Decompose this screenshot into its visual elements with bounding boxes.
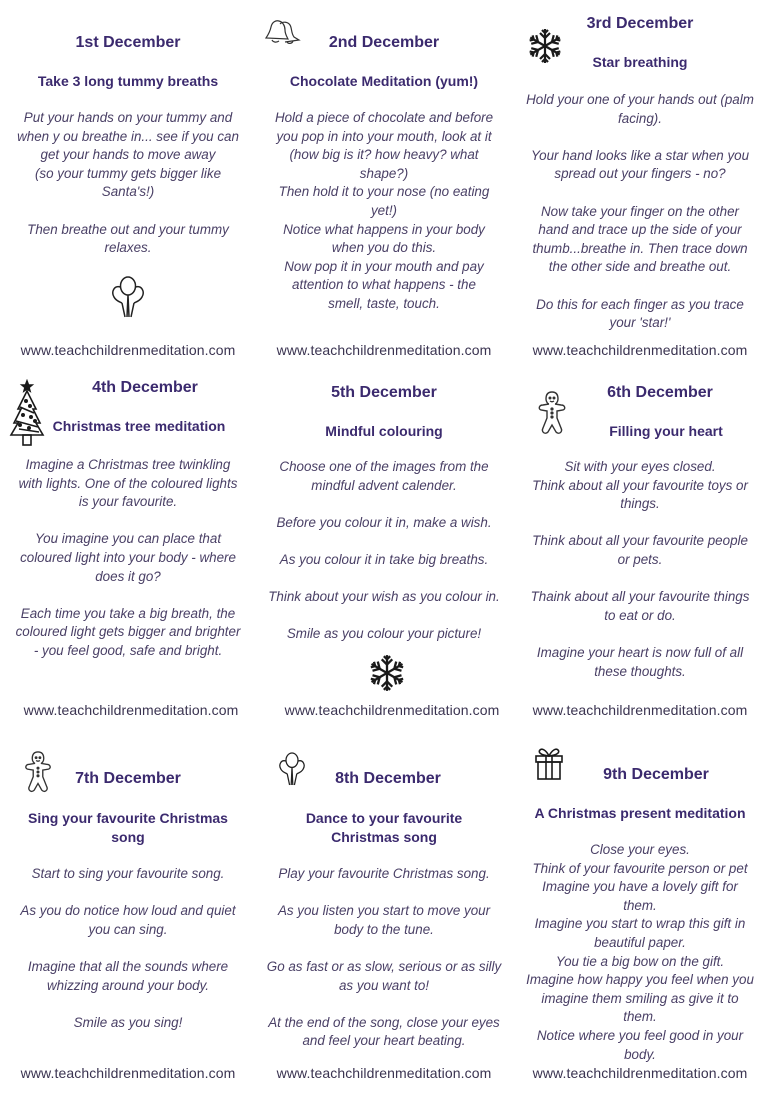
- body-line: you can sing.: [88, 921, 168, 937]
- body-line: Smile as you sing!: [73, 1014, 183, 1030]
- line-gap: [258, 939, 510, 958]
- card-1st-december: [0, 0, 256, 365]
- card-date: 1st December: [75, 34, 181, 51]
- line-gap: [6, 202, 250, 221]
- card-title: Chocolate Meditation (yum!): [289, 73, 479, 89]
- body-line: Then breathe out and your tummy: [27, 221, 229, 237]
- card-date: 3rd December: [586, 15, 694, 32]
- website-link[interactable]: www.teachchildrenmeditation.com: [532, 1065, 748, 1081]
- body-line: when you do this.: [331, 240, 437, 256]
- body-line: Imagine that all the sounds where: [27, 958, 229, 974]
- body-line: Go as fast or as slow, serious or as silly: [266, 958, 502, 974]
- body-line: You imagine you can place that: [34, 531, 222, 547]
- body-line: Smile as you colour your picture!: [286, 626, 482, 642]
- line-gap: [2, 939, 254, 958]
- body-line: At the end of the song, close your eyes: [268, 1014, 500, 1030]
- card-title: [12, 809, 244, 847]
- body-line: and feel your heart beating.: [302, 1033, 466, 1049]
- body-line: things.: [620, 496, 660, 512]
- body-line: As you do notice how loud and quiet: [20, 903, 236, 919]
- body-line: Play your favourite Christmas song.: [278, 866, 490, 881]
- line-gap: [514, 514, 766, 533]
- body-line: with lights. One of the coloured lights: [18, 475, 238, 491]
- body-line: Imagine you have a lovely gift for: [542, 879, 738, 895]
- website-link[interactable]: www.teachchildrenmeditation.com: [532, 702, 748, 718]
- body-line: does it go?: [95, 568, 161, 584]
- title-line: Sing your favourite Christmas: [28, 810, 228, 826]
- line-gap: [514, 570, 766, 589]
- card-body: [2, 865, 254, 1032]
- card-7th-december: [0, 730, 256, 1097]
- body-line: spread out your fingers - no?: [554, 166, 726, 182]
- body-line: Sit with your eyes closed.: [564, 459, 716, 474]
- body-line: relaxes.: [104, 240, 152, 256]
- body-line: Now take your finger on the other: [541, 203, 739, 219]
- card-body: [258, 458, 510, 644]
- body-line: beautiful paper.: [594, 934, 686, 950]
- body-line: Your hand looks like a star when you: [530, 147, 750, 163]
- website-link[interactable]: www.teachchildrenmeditation.com: [276, 1065, 492, 1081]
- body-line: Imagine your heart is now full of all: [536, 644, 744, 660]
- body-line: attention to what happens - the: [292, 277, 476, 293]
- card-body: [514, 458, 766, 681]
- line-gap: [258, 532, 510, 551]
- body-line: Then hold it to your nose (no eating: [278, 184, 490, 200]
- card-date: 2nd December: [328, 34, 440, 51]
- card-title: Christmas tree meditation: [52, 418, 226, 434]
- line-gap: [2, 995, 254, 1014]
- card-4th-december: [0, 365, 256, 730]
- body-line: them.: [623, 897, 657, 913]
- card-body: [6, 109, 250, 258]
- title-line: Christmas song: [331, 829, 437, 845]
- body-line: Hold your one of your hands out (palm: [526, 92, 754, 107]
- line-gap: [514, 277, 766, 296]
- card-body: [512, 841, 768, 1064]
- body-line: (how big is it? how heavy? what: [289, 147, 479, 163]
- body-line: Each time you take a big breath, the: [20, 605, 236, 621]
- body-line: Hold a piece of chocolate and before: [274, 110, 494, 125]
- body-line: the other side and breathe out.: [548, 259, 732, 275]
- body-line: (so your tummy gets bigger like: [34, 165, 222, 181]
- body-line: Imagine you start to wrap this gift in: [534, 916, 746, 932]
- body-line: You tie a big bow on the gift.: [555, 953, 725, 969]
- card-body: [262, 109, 506, 314]
- title-line: song: [111, 829, 145, 845]
- body-line: to eat or do.: [604, 607, 676, 623]
- card-date: 7th December: [75, 770, 181, 787]
- body-line: - you feel good, safe and bright.: [33, 642, 223, 658]
- card-date: 9th December: [603, 766, 709, 783]
- body-line: Santa's!): [101, 184, 155, 200]
- balloons-icon: [108, 275, 148, 319]
- body-line: As you listen you start to move your: [277, 903, 491, 919]
- snowflake-icon: [368, 653, 406, 693]
- card-date: 5th December: [331, 384, 437, 401]
- line-gap: [514, 128, 766, 147]
- website-link[interactable]: www.teachchildrenmeditation.com: [23, 702, 239, 718]
- body-line: smell, taste, touch.: [328, 295, 440, 311]
- body-line: is your favourite.: [78, 494, 178, 510]
- body-line: shape?): [359, 165, 409, 181]
- line-gap: [258, 607, 510, 626]
- line-gap: [258, 570, 510, 589]
- body-line: Before you colour it in, make a wish.: [276, 514, 492, 530]
- body-line: you pop in into your mouth, look at it: [276, 128, 492, 144]
- line-gap: [514, 625, 766, 644]
- line-gap: [2, 884, 254, 903]
- card-title: Star breathing: [592, 54, 688, 70]
- body-line: Think of your favourite person or pet: [532, 860, 748, 876]
- body-line: Think about your wish as you colour in.: [268, 589, 500, 605]
- body-line: as you want to!: [338, 977, 430, 993]
- card-6th-december: [512, 365, 768, 730]
- card-title: Filling your heart: [609, 423, 723, 439]
- body-line: imagine them smiling as give it to: [541, 990, 739, 1006]
- body-line: Do this for each finger as you trace: [536, 296, 744, 312]
- body-line: when y ou breathe in... see if you can: [17, 128, 239, 144]
- title-line: Dance to your favourite: [305, 810, 463, 826]
- line-gap: [2, 512, 254, 531]
- line-gap: [258, 495, 510, 514]
- card-title: Take 3 long tummy breaths: [37, 73, 219, 89]
- body-line: facing).: [618, 110, 662, 126]
- body-line: yet!): [370, 202, 398, 218]
- card-date: 6th December: [607, 384, 713, 401]
- line-gap: [258, 995, 510, 1014]
- card-8th-december: [256, 730, 512, 1097]
- body-line: or pets.: [617, 551, 663, 567]
- body-line: Choose one of the images from the: [279, 459, 489, 474]
- line-gap: [514, 184, 766, 203]
- body-line: Thaink about all your favourite things: [530, 589, 750, 605]
- body-line: your 'star!': [609, 315, 671, 331]
- body-line: coloured light into your body - where: [20, 549, 236, 565]
- card-2nd-december: [256, 0, 512, 365]
- card-date: 4th December: [92, 379, 198, 396]
- card-body: [2, 456, 254, 661]
- body-line: As you colour it in take big breaths.: [279, 551, 489, 567]
- card-9th-december: [512, 730, 768, 1097]
- website-link[interactable]: www.teachchildrenmeditation.com: [276, 342, 492, 358]
- body-line: these thoughts.: [594, 663, 686, 679]
- body-line: Imagine how happy you feel when you: [526, 972, 754, 988]
- body-line: Start to sing your favourite song.: [31, 866, 225, 881]
- body-line: get your hands to move away: [40, 147, 216, 163]
- body-line: them.: [623, 1009, 657, 1025]
- body-line: Notice where you feel good in your: [536, 1027, 744, 1043]
- line-gap: [258, 884, 510, 903]
- body-line: body to the tune.: [334, 921, 434, 937]
- card-5th-december: [256, 365, 512, 730]
- body-line: Imagine a Christmas tree twinkling: [25, 457, 231, 472]
- body-line: hand and trace up the side of your: [538, 222, 742, 238]
- line-gap: [2, 586, 254, 605]
- body-line: mindful advent calender.: [311, 477, 457, 493]
- card-date: 8th December: [335, 770, 441, 787]
- card-3rd-december: [512, 0, 768, 365]
- card-body: [514, 91, 766, 333]
- body-line: Notice what happens in your body: [283, 221, 485, 237]
- card-body: [258, 865, 510, 1051]
- card-title: [260, 809, 508, 847]
- body-line: Close your eyes.: [590, 842, 690, 857]
- card-title: A Christmas present meditation: [534, 805, 746, 821]
- website-link[interactable]: www.teachchildrenmeditation.com: [284, 702, 500, 718]
- website-link[interactable]: www.teachchildrenmeditation.com: [20, 1065, 236, 1081]
- body-line: body.: [624, 1046, 656, 1062]
- body-line: coloured light gets bigger and brighter: [15, 624, 241, 640]
- body-line: thumb...breathe in. Then trace down: [532, 240, 748, 256]
- body-line: whizzing around your body.: [46, 977, 210, 993]
- card-title: Mindful colouring: [325, 423, 443, 439]
- body-line: Think about all your favourite people: [532, 533, 748, 549]
- body-line: Now pop it in your mouth and pay: [284, 258, 484, 274]
- website-link[interactable]: www.teachchildrenmeditation.com: [532, 342, 748, 358]
- body-line: Think about all your favourite toys or: [532, 477, 748, 493]
- body-line: Put your hands on your tummy and: [23, 110, 233, 125]
- website-link[interactable]: www.teachchildrenmeditation.com: [20, 342, 236, 358]
